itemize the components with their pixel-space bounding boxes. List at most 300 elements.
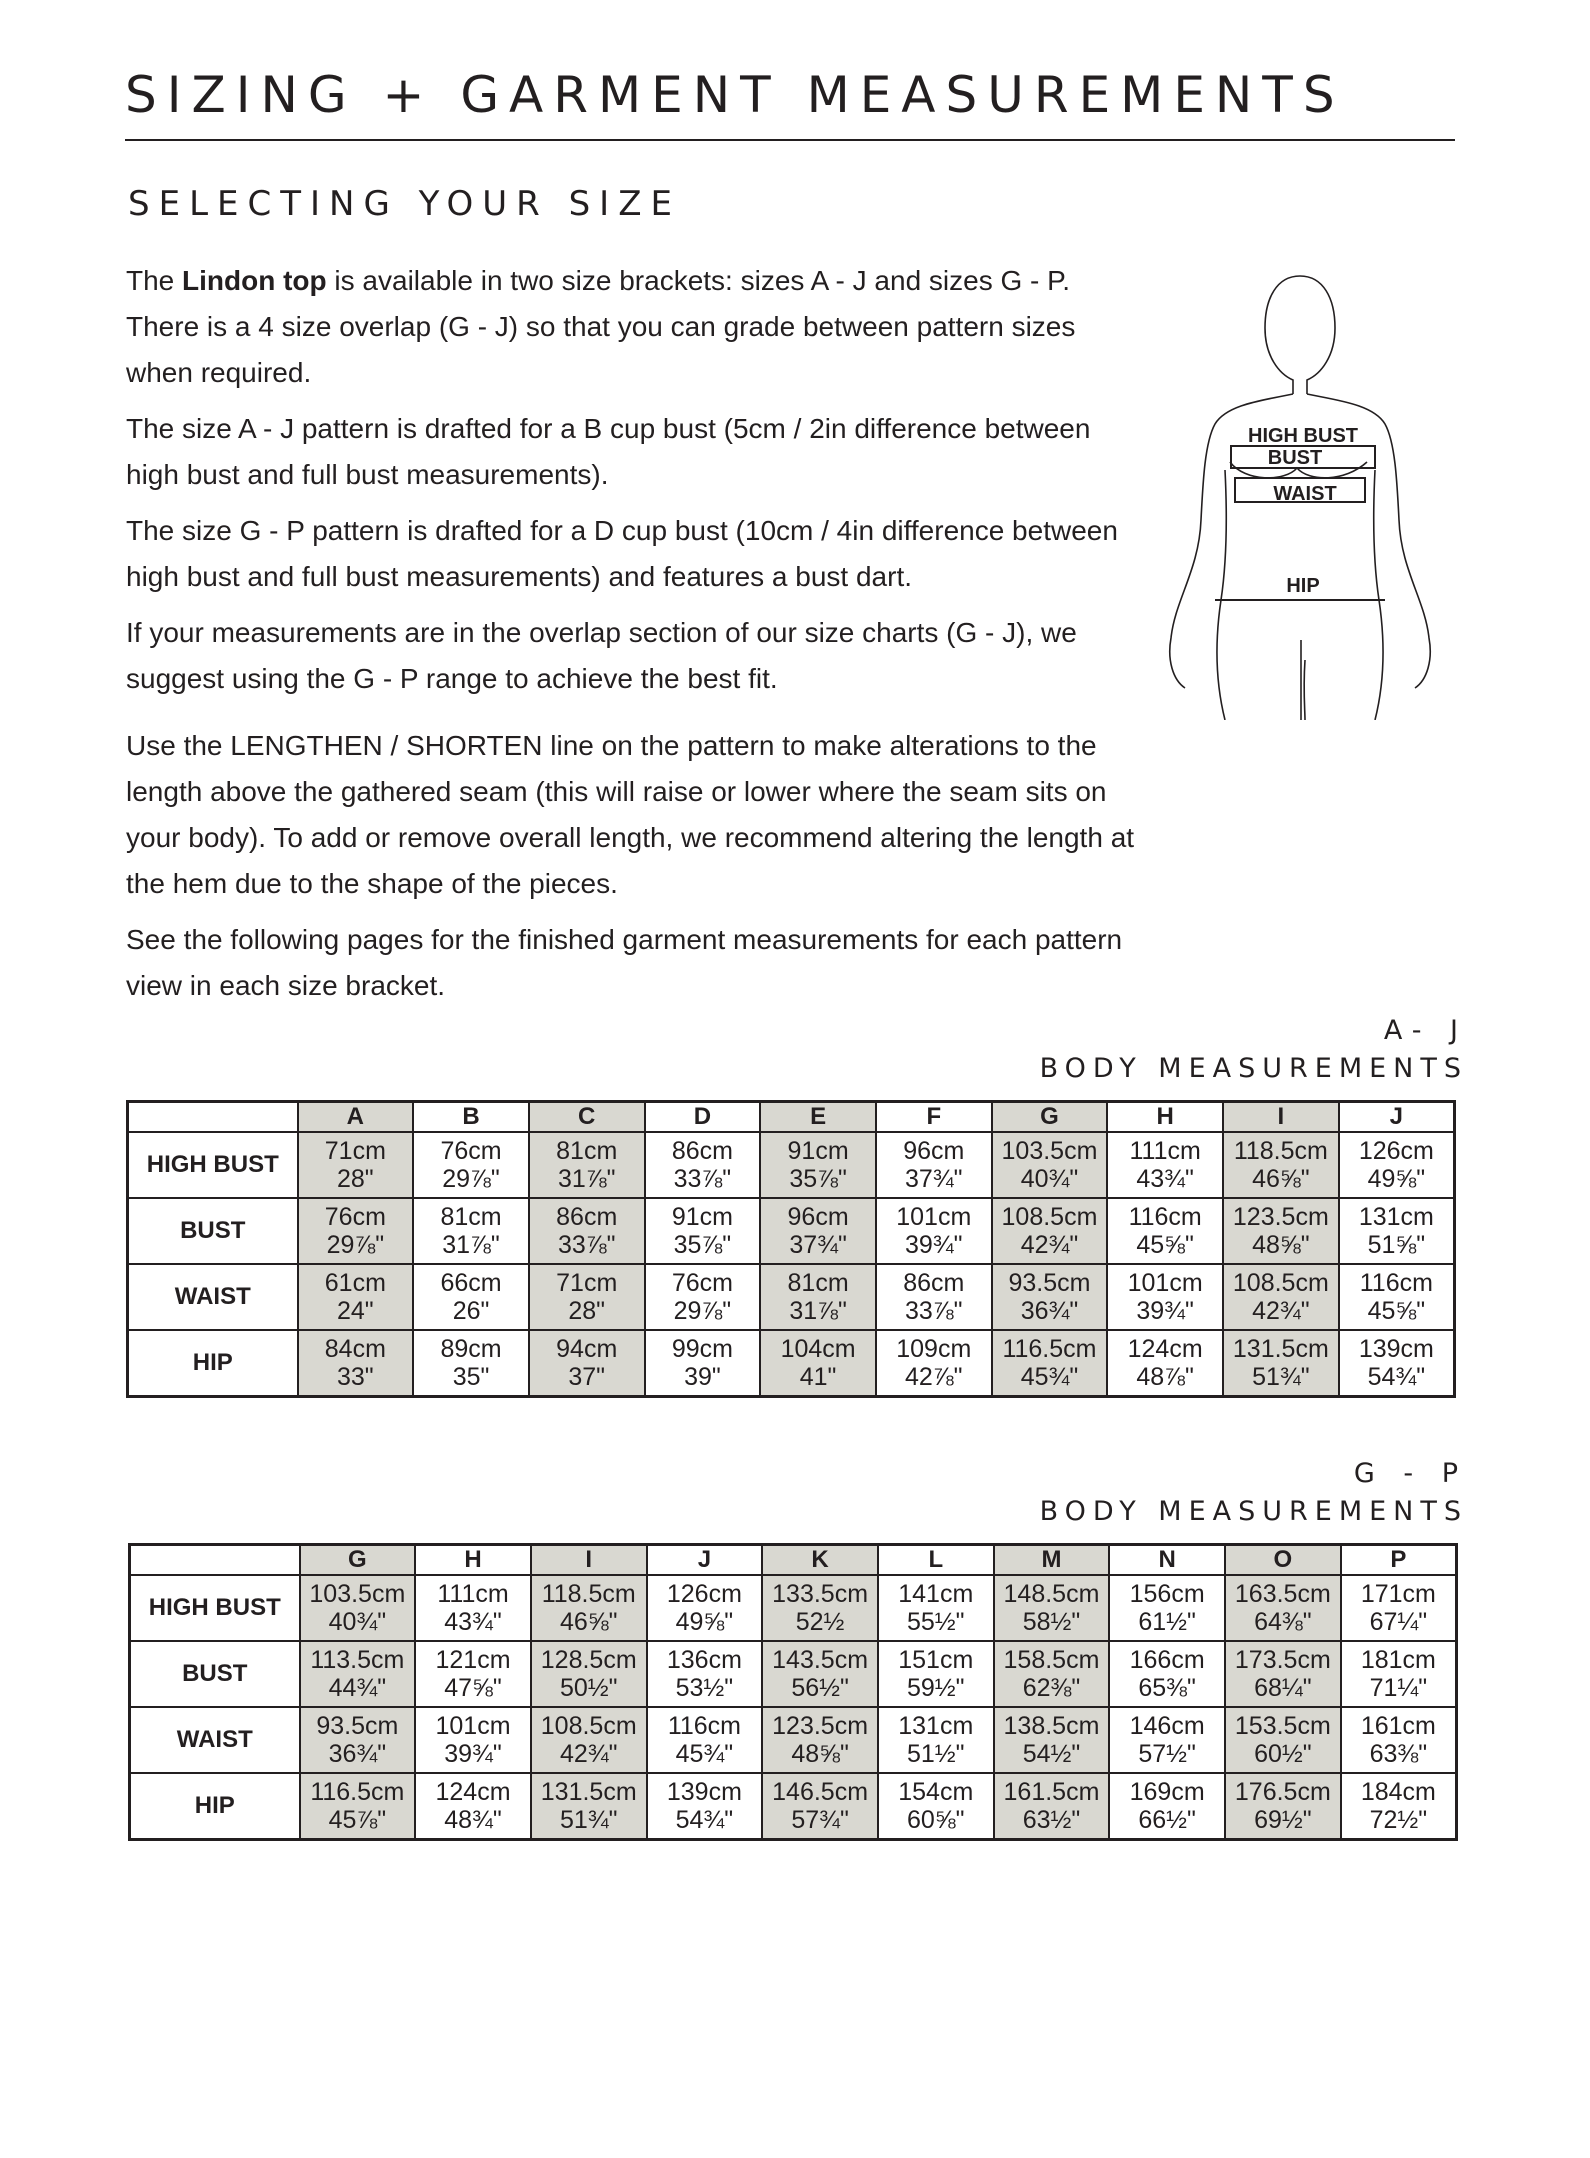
measurement-cell xyxy=(529,1330,645,1397)
intro-text-block xyxy=(126,258,1136,712)
measurement-inches: 31⅞" xyxy=(442,1231,500,1259)
table-row xyxy=(130,1575,1457,1641)
measurement-cell xyxy=(1223,1330,1339,1397)
measurement-cm: 161.5cm xyxy=(1003,1778,1100,1806)
measurement-inches: 60½" xyxy=(1254,1740,1312,1768)
measurement-cell xyxy=(760,1264,876,1330)
table-aj-heading xyxy=(1040,1012,1468,1088)
measurement-inches: 49⅝" xyxy=(1367,1165,1426,1193)
measurement-cell xyxy=(1341,1641,1457,1707)
measurement-cm: 184cm xyxy=(1360,1778,1436,1806)
row-label: WAIST xyxy=(130,1707,300,1773)
measurement-inches: 29⅞" xyxy=(326,1231,385,1259)
size-header: I xyxy=(1223,1102,1339,1133)
measurement-cm: 108.5cm xyxy=(540,1712,637,1740)
measurement-inches: 69½" xyxy=(1254,1806,1312,1834)
measurement-cm: 118.5cm xyxy=(541,1580,636,1608)
measurement-cell xyxy=(647,1773,763,1840)
measurement-cm: 151cm xyxy=(898,1646,974,1674)
measurement-inches: 54¾" xyxy=(675,1806,734,1834)
alteration-text-block xyxy=(126,723,1136,1019)
measurement-cell xyxy=(645,1330,761,1397)
measurement-cell xyxy=(529,1264,645,1330)
measurement-cell xyxy=(876,1132,992,1198)
measurement-inches: 35" xyxy=(452,1363,490,1391)
row-label: HIP xyxy=(130,1773,300,1840)
measurement-inches: 51½" xyxy=(907,1740,965,1768)
measurement-cell xyxy=(1223,1132,1339,1198)
measurement-cm: 86cm xyxy=(556,1203,618,1231)
title-divider xyxy=(125,139,1455,141)
measurement-cm: 146cm xyxy=(1129,1712,1205,1740)
measurement-cell xyxy=(762,1773,878,1840)
measurement-inches: 35⅞" xyxy=(789,1165,847,1193)
measurement-cm: 169cm xyxy=(1129,1778,1205,1806)
measurement-cell xyxy=(531,1641,647,1707)
size-header: A xyxy=(298,1102,414,1133)
measurement-cm: 131.5cm xyxy=(540,1778,637,1806)
measurement-cell xyxy=(1109,1575,1225,1641)
measurement-cm: 71cm xyxy=(556,1269,618,1297)
figure-label-bust: BUST xyxy=(1267,447,1323,469)
measurement-cm: 76cm xyxy=(671,1269,733,1297)
measurement-cell xyxy=(762,1707,878,1773)
measurement-cell xyxy=(647,1575,763,1641)
measurement-cell xyxy=(760,1132,876,1198)
measurement-inches: 39¾" xyxy=(1136,1297,1194,1325)
measurement-inches: 46⅝" xyxy=(1252,1165,1310,1193)
measurement-cell xyxy=(300,1707,416,1773)
measurement-cell xyxy=(992,1264,1108,1330)
measurement-inches: 42¾" xyxy=(1020,1231,1079,1259)
measurement-inches: 42¾" xyxy=(559,1740,618,1768)
measurement-inches: 68¼" xyxy=(1254,1674,1312,1702)
measurement-cm: 146.5cm xyxy=(772,1778,869,1806)
measurement-cm: 108.5cm xyxy=(1232,1269,1329,1297)
measurement-inches: 43¾" xyxy=(444,1608,502,1636)
measurement-cm: 61cm xyxy=(324,1269,386,1297)
measurement-cm: 93.5cm xyxy=(1008,1269,1091,1297)
measurement-cell xyxy=(1109,1707,1225,1773)
measurement-cm: 108.5cm xyxy=(1001,1203,1098,1231)
size-header: N xyxy=(1109,1545,1225,1576)
product-name: Lindon top xyxy=(182,265,327,296)
measurement-cm: 161cm xyxy=(1360,1712,1436,1740)
measurement-cell xyxy=(878,1575,994,1641)
measurement-cm: 96cm xyxy=(787,1203,849,1231)
measurement-cell xyxy=(1225,1707,1341,1773)
measurement-cell xyxy=(1339,1264,1455,1330)
measurement-cell xyxy=(415,1773,531,1840)
measurement-inches: 51¾" xyxy=(559,1806,618,1834)
size-header: B xyxy=(413,1102,529,1133)
measurement-cm: 71cm xyxy=(324,1137,386,1165)
measurement-cm: 148.5cm xyxy=(1003,1580,1100,1608)
row-label: BUST xyxy=(130,1641,300,1707)
measurement-inches: 33⅞" xyxy=(905,1297,963,1325)
measurement-cm: 143.5cm xyxy=(772,1646,869,1674)
size-header: F xyxy=(876,1102,992,1133)
measurement-cell xyxy=(1225,1641,1341,1707)
measurement-cm: 116cm xyxy=(667,1712,741,1740)
measurement-cm: 154cm xyxy=(898,1778,974,1806)
measurement-inches: 47⅝" xyxy=(444,1674,502,1702)
measurement-cell xyxy=(994,1575,1110,1641)
measurement-cm: 113.5cm xyxy=(310,1646,405,1674)
size-header: H xyxy=(415,1545,531,1576)
measurement-cm: 84cm xyxy=(324,1335,386,1363)
measurement-cell xyxy=(876,1264,992,1330)
measurement-cell xyxy=(878,1707,994,1773)
measurement-cm: 116cm xyxy=(1128,1203,1202,1231)
measurement-inches: 51¾" xyxy=(1252,1363,1310,1391)
table-aj xyxy=(126,1100,1456,1398)
measurement-cell xyxy=(1341,1773,1457,1840)
measurement-cell xyxy=(298,1198,414,1264)
measurement-cm: 123.5cm xyxy=(772,1712,869,1740)
measurement-inches: 28" xyxy=(568,1297,606,1325)
table-row xyxy=(128,1264,1455,1330)
measurement-cell xyxy=(645,1132,761,1198)
measurement-inches: 29⅞" xyxy=(442,1165,500,1193)
measurement-cm: 124cm xyxy=(1127,1335,1203,1363)
measurement-inches: 63½" xyxy=(1022,1806,1081,1834)
measurement-cell xyxy=(876,1330,992,1397)
table-aj-code: A- J xyxy=(1383,1015,1468,1046)
measurement-inches: 45¾" xyxy=(675,1740,734,1768)
measurement-cm: 91cm xyxy=(671,1203,733,1231)
intro-paragraph-6: See the following pages for the finished garment measurements for each pattern view in each size bracket. xyxy=(126,924,1123,1001)
measurement-inches: 72½" xyxy=(1369,1806,1428,1834)
measurement-inches: 33⅞" xyxy=(673,1165,732,1193)
measurement-inches: 55½" xyxy=(907,1608,965,1636)
measurement-inches: 50½" xyxy=(559,1674,618,1702)
measurement-cell xyxy=(645,1198,761,1264)
measurement-cell xyxy=(1109,1641,1225,1707)
table-row xyxy=(128,1198,1455,1264)
measurement-cell xyxy=(413,1198,529,1264)
measurement-cm: 66cm xyxy=(440,1269,502,1297)
measurement-inches: 49⅝" xyxy=(675,1608,734,1636)
measurement-inches: 48⅝" xyxy=(791,1740,849,1768)
measurement-inches: 63⅜" xyxy=(1369,1740,1428,1768)
measurement-cm: 94cm xyxy=(556,1335,618,1363)
measurement-inches: 59½" xyxy=(907,1674,965,1702)
measurement-cm: 81cm xyxy=(440,1203,502,1231)
measurement-cell xyxy=(878,1641,994,1707)
body-measurement-figure xyxy=(1145,270,1465,720)
measurement-cm: 126cm xyxy=(666,1580,742,1608)
measurement-cm: 141cm xyxy=(898,1580,974,1608)
measurement-cell xyxy=(413,1264,529,1330)
measurement-inches: 57¾" xyxy=(791,1806,849,1834)
measurement-inches: 42⅞" xyxy=(905,1363,963,1391)
size-header: D xyxy=(645,1102,761,1133)
measurement-cm: 104cm xyxy=(780,1335,856,1363)
measurement-inches: 31⅞" xyxy=(557,1165,616,1193)
measurement-inches: 60⅝" xyxy=(907,1806,965,1834)
measurement-cell xyxy=(1109,1773,1225,1840)
measurement-cell xyxy=(300,1773,416,1840)
measurement-cm: 171cm xyxy=(1360,1580,1436,1608)
intro-paragraph-5: Use the LENGTHEN / SHORTEN line on the pattern to make alterations to the length above the gathered seam (this will raise or lower where the seam sits on your body). To add or remove overall length, we recommend altering the length at the hem due to the shape of the pieces. xyxy=(126,730,1135,899)
table-row xyxy=(130,1641,1457,1707)
measurement-cell xyxy=(531,1707,647,1773)
measurement-cell xyxy=(413,1330,529,1397)
row-label: HIGH BUST xyxy=(130,1575,300,1641)
measurement-inches: 61½" xyxy=(1138,1608,1196,1636)
measurement-inches: 37¾" xyxy=(905,1165,963,1193)
measurement-cell xyxy=(531,1575,647,1641)
size-header: G xyxy=(992,1102,1108,1133)
size-header: I xyxy=(531,1545,647,1576)
measurement-cell xyxy=(300,1575,416,1641)
measurement-cm: 131cm xyxy=(1358,1203,1434,1231)
table-gp-heading xyxy=(1040,1455,1468,1531)
measurement-cell xyxy=(992,1132,1108,1198)
measurement-cell xyxy=(1339,1330,1455,1397)
table-row xyxy=(130,1707,1457,1773)
measurement-inches: 54½" xyxy=(1022,1740,1081,1768)
measurement-inches: 62⅜" xyxy=(1022,1674,1081,1702)
section-title: SELECTING YOUR SIZE xyxy=(128,184,681,224)
table-gp-name: BODY MEASUREMENTS xyxy=(1039,1496,1468,1527)
measurement-cell xyxy=(1107,1198,1223,1264)
size-header: G xyxy=(300,1545,416,1576)
measurement-cm: 131cm xyxy=(898,1712,974,1740)
measurement-inches: 29⅞" xyxy=(673,1297,732,1325)
measurement-inches: 45¾" xyxy=(1020,1363,1079,1391)
measurement-cell xyxy=(647,1641,763,1707)
measurement-cell xyxy=(1223,1264,1339,1330)
size-header: P xyxy=(1341,1545,1457,1576)
measurement-cm: 139cm xyxy=(666,1778,742,1806)
measurement-cm: 96cm xyxy=(903,1137,965,1165)
measurement-inches: 51⅝" xyxy=(1367,1231,1426,1259)
measurement-inches: 48⅞" xyxy=(1136,1363,1194,1391)
measurement-cm: 93.5cm xyxy=(316,1712,399,1740)
row-label: HIGH BUST xyxy=(128,1132,298,1198)
measurement-cm: 124cm xyxy=(435,1778,511,1806)
measurement-inches: 53½" xyxy=(675,1674,734,1702)
measurement-cm: 173.5cm xyxy=(1234,1646,1331,1674)
measurement-cell xyxy=(878,1773,994,1840)
measurement-cm: 103.5cm xyxy=(309,1580,406,1608)
measurement-inches: 48¾" xyxy=(444,1806,502,1834)
measurement-cm: 76cm xyxy=(324,1203,386,1231)
measurement-cm: 139cm xyxy=(1358,1335,1434,1363)
measurement-cm: 86cm xyxy=(903,1269,965,1297)
measurement-cm: 181cm xyxy=(1360,1646,1436,1674)
measurement-cm: 86cm xyxy=(671,1137,733,1165)
measurement-inches: 31⅞" xyxy=(789,1297,847,1325)
measurement-cm: 118.5cm xyxy=(1233,1137,1328,1165)
measurement-inches: 64⅜" xyxy=(1254,1608,1312,1636)
measurement-inches: 39¾" xyxy=(444,1740,502,1768)
measurement-inches: 45⅝" xyxy=(1136,1231,1194,1259)
measurement-inches: 57½" xyxy=(1138,1740,1196,1768)
measurement-inches: 28" xyxy=(337,1165,374,1193)
measurement-cell xyxy=(760,1330,876,1397)
measurement-cm: 126cm xyxy=(1358,1137,1434,1165)
measurement-inches: 43¾" xyxy=(1136,1165,1194,1193)
measurement-inches: 45⅝" xyxy=(1367,1297,1426,1325)
measurement-cm: 128.5cm xyxy=(540,1646,637,1674)
figure-label-waist: WAIST xyxy=(1273,483,1337,505)
measurement-cell xyxy=(1107,1132,1223,1198)
table-aj-name: BODY MEASUREMENTS xyxy=(1039,1053,1468,1084)
measurement-cell xyxy=(994,1707,1110,1773)
size-header: K xyxy=(762,1545,878,1576)
measurement-inches: 39" xyxy=(684,1363,721,1391)
measurement-cm: 101cm xyxy=(1127,1269,1203,1297)
measurement-inches: 35⅞" xyxy=(673,1231,732,1259)
measurement-cm: 91cm xyxy=(787,1137,849,1165)
measurement-cell xyxy=(415,1641,531,1707)
measurement-cell xyxy=(298,1132,414,1198)
measurement-cell xyxy=(645,1264,761,1330)
measurement-cm: 111cm xyxy=(437,1580,509,1608)
measurement-inches: 37" xyxy=(568,1363,606,1391)
measurement-cm: 153.5cm xyxy=(1234,1712,1331,1740)
table-gp-code: G - P xyxy=(1353,1458,1468,1489)
measurement-cm: 103.5cm xyxy=(1001,1137,1098,1165)
measurement-cell xyxy=(876,1198,992,1264)
measurement-cm: 116.5cm xyxy=(1002,1335,1097,1363)
measurement-cm: 133.5cm xyxy=(772,1580,869,1608)
table-row xyxy=(130,1773,1457,1840)
measurement-cm: 156cm xyxy=(1129,1580,1205,1608)
size-header: M xyxy=(994,1545,1110,1576)
measurement-cell xyxy=(529,1198,645,1264)
measurement-inches: 26" xyxy=(452,1297,490,1325)
measurement-cm: 131.5cm xyxy=(1232,1335,1329,1363)
row-label: WAIST xyxy=(128,1264,298,1330)
measurement-cm: 163.5cm xyxy=(1234,1580,1331,1608)
measurement-cell xyxy=(992,1198,1108,1264)
size-header: O xyxy=(1225,1545,1341,1576)
size-header: E xyxy=(760,1102,876,1133)
intro-paragraph-3: The size G - P pattern is drafted for a D cup bust (10cm / 4in difference between high bust and full bust measurements) and features a bust dart. xyxy=(126,515,1118,592)
measurement-inches: 58½" xyxy=(1022,1608,1081,1636)
measurement-cell xyxy=(994,1773,1110,1840)
measurement-cell xyxy=(1223,1198,1339,1264)
measurement-inches: 36¾" xyxy=(328,1740,387,1768)
measurement-cell xyxy=(531,1773,647,1840)
intro-paragraph-1: The Lindon top is available in two size brackets: sizes A - J and sizes G - P. There is a 4 size overlap (G - J) so that you can grade between pattern sizes when required. xyxy=(126,265,1076,388)
measurement-cm: 81cm xyxy=(556,1137,618,1165)
measurement-cm: 101cm xyxy=(896,1203,972,1231)
measurement-cm: 176.5cm xyxy=(1234,1778,1331,1806)
measurement-cell xyxy=(994,1641,1110,1707)
size-header: H xyxy=(1107,1102,1223,1133)
measurement-inches: 67¼" xyxy=(1369,1608,1428,1636)
measurement-cell xyxy=(1339,1198,1455,1264)
table-row xyxy=(128,1132,1455,1198)
measurement-inches: 56½" xyxy=(791,1674,849,1702)
measurement-inches: 54¾" xyxy=(1367,1363,1426,1391)
measurement-cell xyxy=(298,1330,414,1397)
intro-paragraph-4: If your measurements are in the overlap section of our size charts (G - J), we suggest using the G - P range to achieve the best fit. xyxy=(126,617,1077,694)
measurement-cm: 89cm xyxy=(440,1335,502,1363)
measurement-inches: 39¾" xyxy=(905,1231,963,1259)
measurement-cm: 123.5cm xyxy=(1232,1203,1329,1231)
measurement-cell xyxy=(1107,1264,1223,1330)
measurement-cell xyxy=(1341,1707,1457,1773)
measurement-inches: 48⅝" xyxy=(1252,1231,1310,1259)
size-header: L xyxy=(878,1545,994,1576)
measurement-cm: 166cm xyxy=(1129,1646,1205,1674)
measurement-cell xyxy=(1225,1773,1341,1840)
measurement-inches: 40¾" xyxy=(1020,1165,1079,1193)
measurement-inches: 44¾" xyxy=(328,1674,387,1702)
measurement-inches: 66½" xyxy=(1138,1806,1196,1834)
measurement-inches: 65⅜" xyxy=(1138,1674,1196,1702)
measurement-cm: 116cm xyxy=(1359,1269,1433,1297)
measurement-cell xyxy=(992,1330,1108,1397)
measurement-inches: 33⅞" xyxy=(557,1231,616,1259)
table-corner xyxy=(128,1102,298,1133)
measurement-cell xyxy=(298,1264,414,1330)
measurement-cell xyxy=(415,1575,531,1641)
measurement-cm: 111cm xyxy=(1129,1137,1201,1165)
measurement-cell xyxy=(762,1641,878,1707)
measurement-inches: 46⅝" xyxy=(559,1608,618,1636)
measurement-cm: 158.5cm xyxy=(1003,1646,1100,1674)
measurement-inches: 24" xyxy=(337,1297,374,1325)
measurement-inches: 33" xyxy=(337,1363,374,1391)
measurement-inches: 71¼" xyxy=(1369,1674,1428,1702)
measurement-inches: 40¾" xyxy=(328,1608,387,1636)
measurement-cm: 81cm xyxy=(787,1269,849,1297)
measurement-cell xyxy=(760,1198,876,1264)
measurement-cell xyxy=(1341,1575,1457,1641)
measurement-cell xyxy=(413,1132,529,1198)
measurement-cm: 138.5cm xyxy=(1003,1712,1100,1740)
row-label: BUST xyxy=(128,1198,298,1264)
measurement-inches: 37¾" xyxy=(789,1231,847,1259)
measurement-inches: 36¾" xyxy=(1020,1297,1079,1325)
measurement-cell xyxy=(762,1575,878,1641)
measurement-inches: 41" xyxy=(799,1363,837,1391)
measurement-inches: 42¾" xyxy=(1252,1297,1310,1325)
page-title: SIZING + GARMENT MEASUREMENTS xyxy=(125,66,1345,124)
measurement-cm: 101cm xyxy=(435,1712,511,1740)
intro-paragraph-2: The size A - J pattern is drafted for a B cup bust (5cm / 2in difference between high bust and full bust measurements). xyxy=(126,413,1091,490)
size-header: J xyxy=(1339,1102,1455,1133)
measurement-inches: 52½ xyxy=(795,1608,845,1636)
measurement-cell xyxy=(529,1132,645,1198)
measurement-cm: 136cm xyxy=(666,1646,742,1674)
measurement-cell xyxy=(647,1707,763,1773)
row-label: HIP xyxy=(128,1330,298,1397)
measurement-cm: 121cm xyxy=(435,1646,511,1674)
table-corner xyxy=(130,1545,300,1576)
measurement-cell xyxy=(1225,1575,1341,1641)
table-row xyxy=(128,1330,1455,1397)
size-header: C xyxy=(529,1102,645,1133)
size-header: J xyxy=(647,1545,763,1576)
measurement-cm: 116.5cm xyxy=(310,1778,405,1806)
measurement-cell xyxy=(415,1707,531,1773)
table-gp xyxy=(128,1543,1458,1841)
figure-label-hip: HIP xyxy=(1286,575,1320,597)
measurement-cell xyxy=(300,1641,416,1707)
measurement-cell xyxy=(1107,1330,1223,1397)
measurement-cell xyxy=(1339,1132,1455,1198)
measurement-cm: 99cm xyxy=(671,1335,733,1363)
measurement-cm: 76cm xyxy=(440,1137,502,1165)
